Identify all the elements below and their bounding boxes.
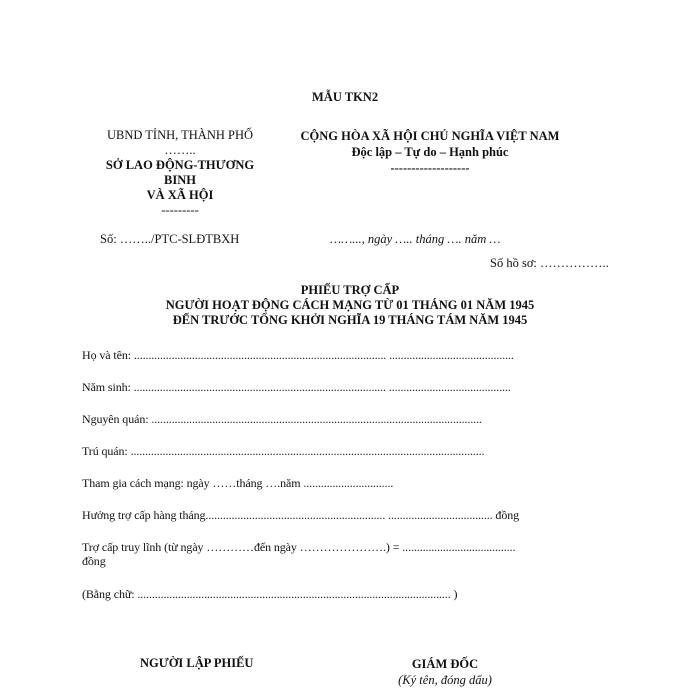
country-name: CỘNG HÒA XÃ HỘI CHỦ NGHĨA VIỆT NAM (300, 129, 560, 143)
authority-line-4: BINH (164, 173, 196, 187)
file-number: Số hồ sơ: …………….. (490, 256, 609, 270)
authority-line-2: …….. (164, 143, 196, 157)
title-line-3: ĐẾN TRƯỚC TỔNG KHỞI NGHĨA 19 THÁNG TÁM NĂM 1945 (172, 313, 528, 327)
director-signature-block (380, 656, 510, 688)
document-title (0, 283, 700, 328)
document-number: Số: ……../PTC-SLĐTBXH (100, 232, 240, 246)
national-header (270, 128, 590, 176)
field-residence[interactable]: Trú quán: .......................................................................................................................... (82, 444, 485, 458)
director-signature-note: (Ký tên, đóng dấu) (398, 673, 492, 687)
field-amount-in-words[interactable]: (Bằng chữ: ............................................................................................................ ) (82, 587, 458, 601)
issuing-authority (90, 128, 270, 218)
title-line-2: NGƯỜI HOẠT ĐỘNG CÁCH MẠNG TỪ 01 THÁNG 01 NĂM 1945 (165, 298, 535, 312)
field-back-pay[interactable]: Trợ cấp truy lĩnh (từ ngày …………đến ngày ………………….) = ....................................... (82, 540, 516, 554)
authority-divider: --------- (161, 203, 199, 217)
director-title: GIÁM ĐỐC (411, 657, 479, 671)
field-monthly-allowance[interactable]: Hưởng trợ cấp hàng tháng.............................................................. .................................... đồng (82, 508, 520, 522)
preparer-signature-label: NGƯỜI LẬP PHIẾU (140, 656, 254, 670)
issue-date: ……..., ngày ….. tháng …. năm … (330, 232, 501, 246)
field-revolution-date[interactable]: Tham gia cách mạng: ngày ……tháng ….năm ............................... (82, 476, 394, 490)
field-full-name[interactable]: Họ và tên: ....................................................................................... ........................................... (82, 348, 514, 362)
authority-line-3: SỞ LAO ĐỘNG-THƯƠNG (105, 158, 255, 172)
field-birth-year[interactable]: Năm sinh: ....................................................................................... .......................................... (82, 380, 511, 394)
authority-line-5: VÀ XÃ HỘI (146, 188, 214, 202)
field-back-pay-unit: đồng (82, 554, 106, 568)
field-hometown[interactable]: Nguyên quán: .................................................................................................................. (82, 412, 482, 426)
authority-line-1: UBND TỈNH, THÀNH PHỐ (106, 128, 254, 142)
motto-divider: ------------------- (390, 161, 470, 175)
title-line-1: PHIẾU TRỢ CẤP (300, 283, 400, 297)
form-code: MẪU TKN2 (312, 90, 379, 104)
national-motto: Độc lập – Tự do – Hạnh phúc (351, 145, 509, 159)
